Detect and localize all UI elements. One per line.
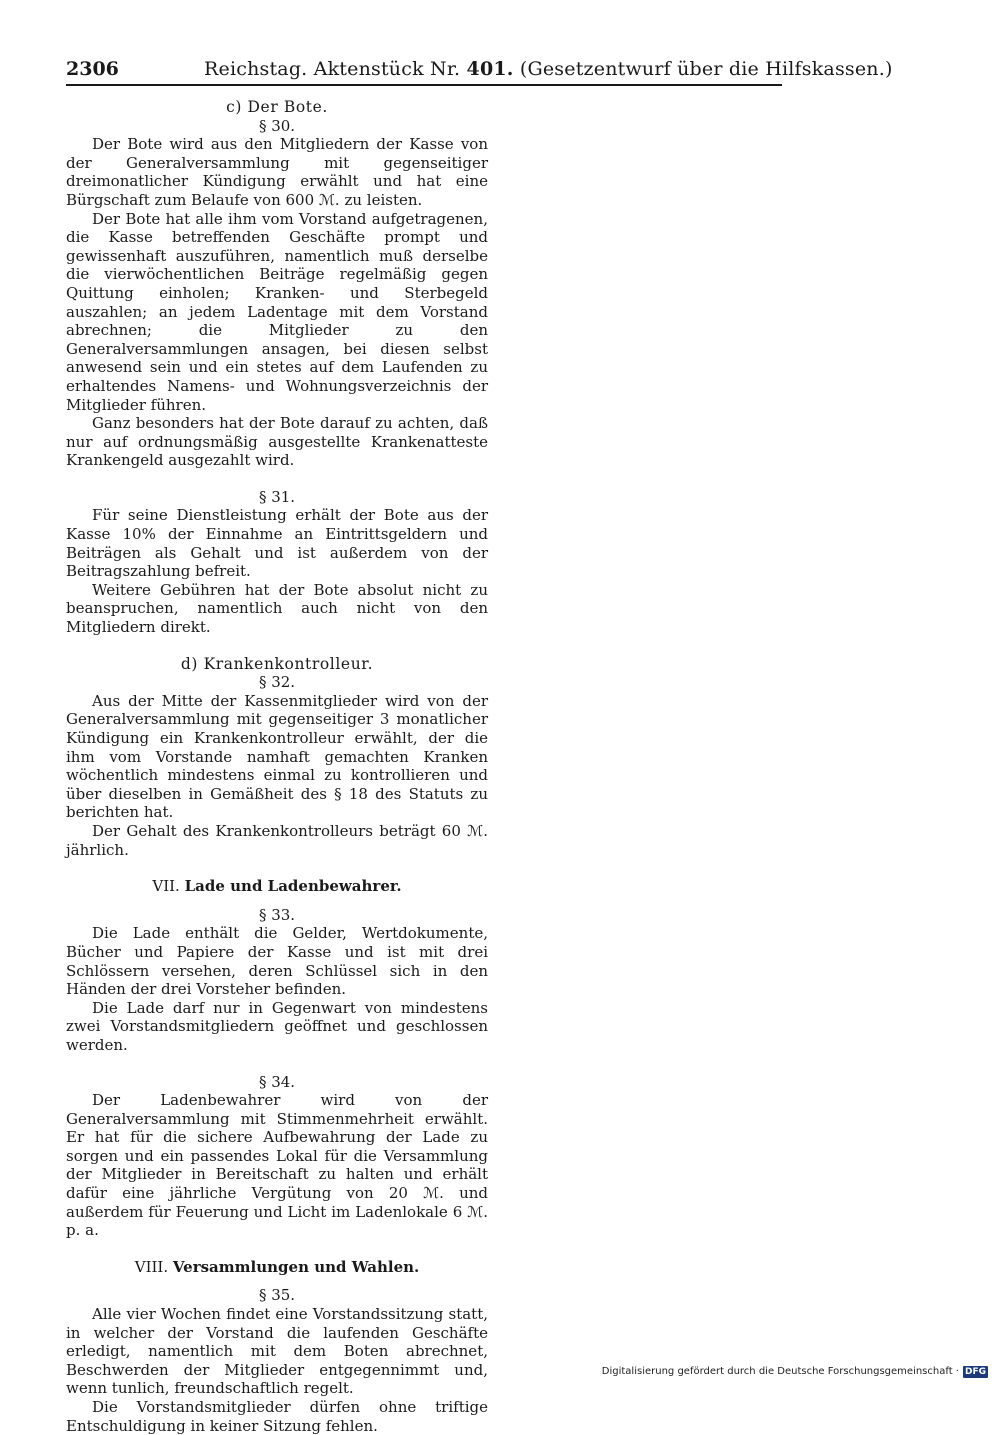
paragraph: Weitere Gebühren hat der Bote absolut nicht zu beanspruchen, namentlich auch nicht von den Mitgliedern direkt. <box>66 580 488 637</box>
part-heading <box>66 877 488 896</box>
text-column <box>66 98 488 1435</box>
section-number: § 31. <box>258 487 296 506</box>
section-number: § 32. <box>258 673 296 692</box>
part-numeral: VIII. <box>134 1257 169 1276</box>
spacer <box>66 470 488 488</box>
section-number: § 34. <box>258 1072 296 1091</box>
sub-heading: d) Krankenkontrolleur. <box>180 654 374 673</box>
header-rule <box>66 84 782 86</box>
running-title <box>204 56 893 82</box>
part-numeral: VII. <box>152 877 180 896</box>
paragraph: Aus der Mitte der Kassenmitglieder wird von der Generalversammlung mit gegenseitiger 3 monatlicher Kündigung ein Krankenkontrolleur erwählt, der die ihm vom Vorstande namhaft gemachten Kranken wöchentlich mindestens einmal zu kontrollieren und über dieselben in Gemäßheit des § 18 des Statuts zu berichten hat. <box>66 691 488 822</box>
section-number: § 30. <box>258 116 296 135</box>
part-title: Versammlungen und Wahlen. <box>172 1257 420 1276</box>
part-heading <box>66 1258 488 1277</box>
dfg-logo: DFG <box>964 1367 986 1377</box>
paragraph: Ganz besonders hat der Bote darauf zu achten, daß nur auf ordnungsmäßig ausgestellte Krankenatteste Krankengeld ausgezahlt wird. <box>66 414 488 470</box>
paragraph: Der Gehalt des Krankenkontrolleurs beträgt 60 ℳ. jährlich. <box>66 821 488 859</box>
section-number: § 33. <box>258 905 296 924</box>
paragraph: Für seine Dienstleistung erhält der Bote aus der Kasse 10% der Einnahme an Eintrittsgeldern und Beiträgen als Gehalt und ist außerdem von der Beitragszahlung befreit. <box>66 506 488 581</box>
paragraph: Der Ladenbewahrer wird von der Generalversammlung mit Stimmenmehrheit erwählt. Er hat für die sichere Aufbewahrung der Lade zu sorgen und ein passendes Lokal für die Versammlung der Mitglieder in Bereitschaft zu halten und erhält dafür eine jährliche Vergütung von 20 ℳ. und außerdem für Feuerung und Licht im Ladenlokale 6 ℳ. p. a. <box>66 1091 488 1240</box>
spacer <box>66 859 488 877</box>
page-header <box>66 56 893 82</box>
footer-credit: Digitalisierung gefördert durch die Deutsche Forschungsgemeinschaft · <box>601 1366 959 1377</box>
paragraph: Der Bote wird aus den Mitgliedern der Kasse von der Generalversammlung mit gegenseitiger dreimonatlicher Kündigung erwählt und hat eine Bürgschaft zum Belaufe von 600 ℳ. zu leisten. <box>66 135 488 209</box>
sub-heading: c) Der Bote. <box>226 98 328 116</box>
spacer <box>66 1276 488 1286</box>
spacer <box>66 637 488 655</box>
spacer <box>66 1055 488 1073</box>
page-footer <box>602 1365 988 1379</box>
paragraph: Alle vier Wochen findet eine Vorstandssitzung statt, in welcher der Vorstand die laufenden Geschäfte erledigt, namentlich mit dem Boten abrechnet, Beschwerden der Mitglieder entgegennimmt und, wenn tunlich, freundschaftlich regelt. <box>66 1305 488 1398</box>
running-title-suffix: (Gesetzentwurf über die Hilfskassen.) <box>519 58 893 80</box>
section-number: § 35. <box>258 1286 296 1305</box>
page-number: 2306 <box>66 58 119 80</box>
part-title: Lade und Ladenbewahrer. <box>184 877 402 896</box>
paragraph: Der Bote hat alle ihm vom Vorstand aufgetragenen, die Kasse betreffenden Geschäfte prompt und gewissenhaft auszuführen, namentlich muß derselbe die vierwöchentlichen Beiträge regelmäßig gegen Quittung einholen; Kranken- und Sterbegeld auszahlen; an jedem Ladentage mit dem Vorstand abrechnen; die Mitglieder zu den Generalversammlungen ansagen, bei diesen selbst anwesend sein und ein stetes auf dem Laufenden zu erhaltendes Namens- und Wohnungsverzeichnis der Mitglieder führen. <box>66 209 488 414</box>
paragraph: Die Lade darf nur in Gegenwart von mindestens zwei Vorstandsmitgliedern geöffnet und geschlossen werden. <box>66 998 488 1054</box>
paragraph: Die Lade enthält die Gelder, Wertdokumente, Bücher und Papiere der Kasse und ist mit drei Schlössern versehen, deren Schlüssel sich in den Händen der drei Vorsteher befinden. <box>66 924 488 999</box>
spacer <box>66 1240 488 1258</box>
running-title-prefix: Reichstag. Aktenstück Nr. <box>204 58 461 80</box>
paragraph: Die Vorstandsmitglieder dürfen ohne triftige Entschuldigung in keiner Sitzung fehlen. <box>66 1398 488 1435</box>
spacer <box>66 896 488 906</box>
document-number: 401. <box>466 58 514 80</box>
